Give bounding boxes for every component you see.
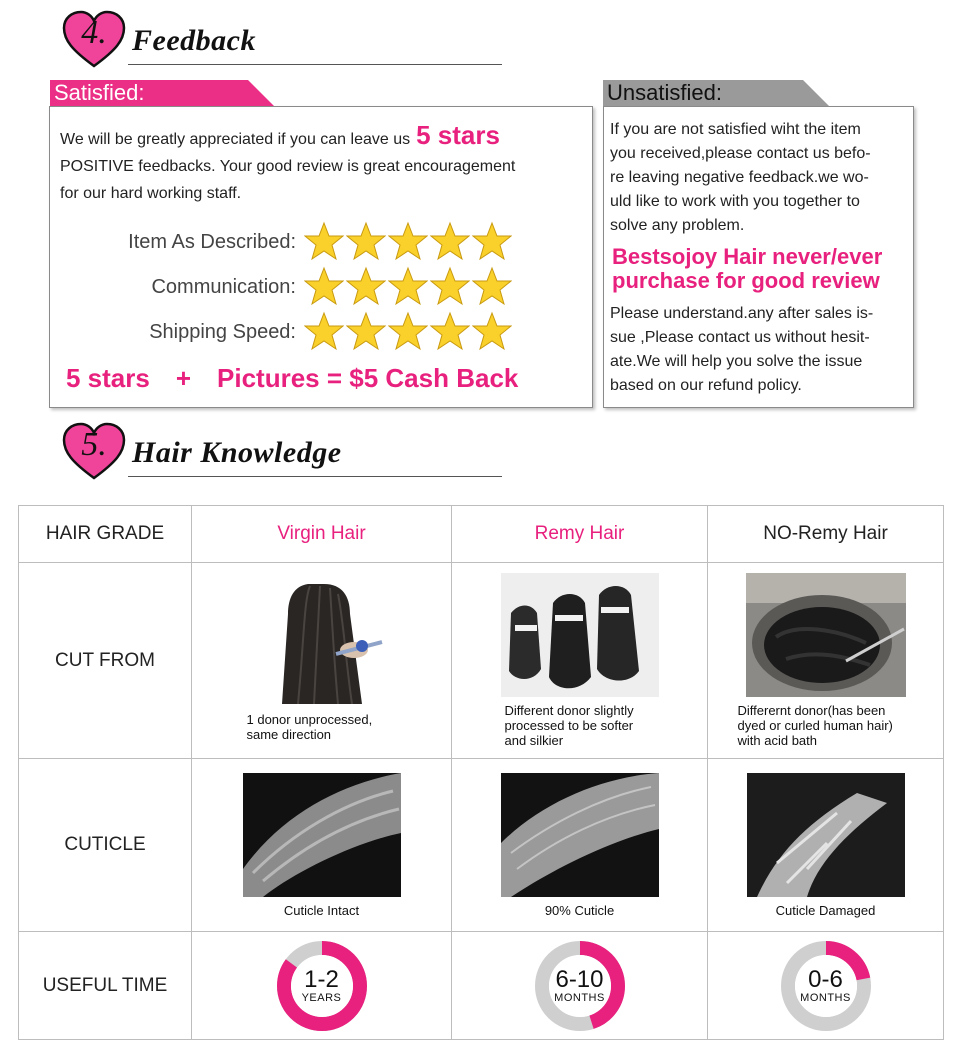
bestsojoy-line: purchase for good review xyxy=(612,268,880,293)
star-icon xyxy=(304,311,344,351)
section-rule xyxy=(128,64,502,65)
remy-hair-photo xyxy=(501,573,659,697)
useful-time-unit: MONTHS xyxy=(554,991,605,1004)
satisfied-text xyxy=(60,122,590,207)
useful-time-value: 1-2 xyxy=(304,965,339,993)
useful-time-value: 6-10 xyxy=(555,965,604,993)
section-title: Feedback xyxy=(132,24,256,57)
caption-line: with acid bath xyxy=(737,733,817,748)
section-number: 5. xyxy=(81,426,107,463)
bestsojoy-statement xyxy=(612,245,912,293)
cashback-stars: 5 stars xyxy=(66,363,150,393)
row-header-cuticle: CUTICLE xyxy=(19,759,192,932)
cashback-plus: + xyxy=(175,363,192,393)
bestsojoy-line: Bestsojoy Hair never/ever xyxy=(612,244,883,269)
row-header-cut: CUT FROM xyxy=(19,563,192,759)
ring-label xyxy=(778,938,874,1034)
useful-time-unit: MONTHS xyxy=(800,991,851,1004)
caption-line: and silkier xyxy=(504,733,564,748)
ring-label xyxy=(532,938,628,1034)
caption-line: processed to be softer xyxy=(504,718,634,733)
satisfied-line2: POSITIVE feedbacks. Your good review is great encouragement xyxy=(60,158,516,175)
cuticle-virgin xyxy=(192,759,452,932)
cut-caption-no-remy xyxy=(738,703,914,748)
star-icon xyxy=(430,311,470,351)
cut-caption-remy xyxy=(505,703,655,748)
rating-label-shipping: Shipping Speed: xyxy=(149,321,296,343)
caption-line: same direction xyxy=(246,726,332,742)
useful-time-value: 0-6 xyxy=(808,965,843,993)
unsatisfied-tab xyxy=(603,80,829,106)
unsatisfied-line: re leaving negative feedback.we wo- xyxy=(610,169,869,186)
cashback-offer xyxy=(66,363,518,394)
star-icon xyxy=(346,221,386,261)
cut-remy xyxy=(452,563,708,759)
star-icon xyxy=(472,221,512,261)
satisfied-tab-label: Satisfied: xyxy=(54,80,145,105)
useful-time-unit: YEARS xyxy=(301,991,342,1004)
no-remy-hair-photo xyxy=(746,573,906,697)
cut-virgin xyxy=(192,563,452,759)
useful-time-gauge xyxy=(532,938,628,1034)
caption-line: Differernt donor(has been xyxy=(737,703,886,718)
rating-stars-item xyxy=(304,221,514,261)
unsatisfied-paragraph-1 xyxy=(610,118,910,238)
satisfied-tab xyxy=(50,80,274,106)
rating-stars-shipping xyxy=(304,311,514,351)
caption-line: dyed or curled human hair) xyxy=(737,718,893,733)
satisfied-line3: for our hard working staff. xyxy=(60,185,242,202)
table-row xyxy=(19,759,944,932)
star-icon xyxy=(304,221,344,261)
cuticle-no-remy xyxy=(708,759,944,932)
cut-caption-virgin xyxy=(247,712,397,742)
star-icon xyxy=(388,221,428,261)
section-feedback-header xyxy=(62,10,502,70)
caption-line: 1 donor unprocessed, xyxy=(246,711,373,727)
cut-no-remy xyxy=(708,563,944,759)
star-icon xyxy=(430,266,470,306)
unsatisfied-line: Please understand.any after sales is- xyxy=(610,305,874,322)
star-icon xyxy=(472,311,512,351)
cuticle-caption-remy: 90% Cuticle xyxy=(544,902,615,918)
rating-label-communication: Communication: xyxy=(151,276,296,298)
unsatisfied-line: ate.We will help you solve the issue xyxy=(610,353,863,370)
row-header-useful-time: USEFUL TIME xyxy=(19,932,192,1040)
useful-time-remy xyxy=(452,932,708,1040)
star-icon xyxy=(472,266,512,306)
star-icon xyxy=(304,266,344,306)
section-title: Hair Knowledge xyxy=(132,436,342,469)
star-icon xyxy=(430,221,470,261)
star-icon xyxy=(346,266,386,306)
section-number: 4. xyxy=(81,14,107,51)
virgin-hair-photo xyxy=(258,580,386,704)
useful-time-gauge xyxy=(274,938,370,1034)
star-icon xyxy=(388,311,428,351)
satisfied-intro: We will be greatly appreciated if you can leave us xyxy=(60,131,411,148)
rating-stars-communication xyxy=(304,266,514,306)
grade-no-remy: NO-Remy Hair xyxy=(708,506,944,563)
grade-virgin: Virgin Hair xyxy=(192,506,452,563)
useful-time-virgin xyxy=(192,932,452,1040)
useful-time-no-remy xyxy=(708,932,944,1040)
unsatisfied-paragraph-2 xyxy=(610,302,910,398)
unsatisfied-tab-label: Unsatisfied: xyxy=(607,80,722,105)
five-stars-highlight: 5 stars xyxy=(416,120,500,150)
cuticle-intact-photo xyxy=(243,773,401,897)
unsatisfied-line: you received,please contact us befo- xyxy=(610,145,871,162)
cuticle-caption-no-remy: Cuticle Damaged xyxy=(775,902,876,918)
unsatisfied-line: sue ,Please contact us without hesit- xyxy=(610,329,870,346)
hair-knowledge-table xyxy=(18,505,944,1040)
cashback-pictures: Pictures = $5 Cash Back xyxy=(217,363,519,393)
cuticle-caption-virgin: Cuticle Intact xyxy=(283,902,360,918)
useful-time-gauge xyxy=(778,938,874,1034)
unsatisfied-line: If you are not satisfied wiht the item xyxy=(610,121,861,138)
caption-line: Different donor slightly xyxy=(504,703,634,718)
star-icon xyxy=(346,311,386,351)
star-icon xyxy=(388,266,428,306)
unsatisfied-line: based on our refund policy. xyxy=(610,377,802,394)
row-header-grade: HAIR GRADE xyxy=(19,506,192,563)
table-row xyxy=(19,506,944,563)
unsatisfied-line: uld like to work with you together to xyxy=(610,193,860,210)
cuticle-90-photo xyxy=(501,773,659,897)
cuticle-remy xyxy=(452,759,708,932)
table-row xyxy=(19,932,944,1040)
ring-label xyxy=(274,938,370,1034)
grade-remy: Remy Hair xyxy=(452,506,708,563)
rating-label-item: Item As Described: xyxy=(128,231,296,253)
cuticle-damaged-photo xyxy=(747,773,905,897)
section-rule xyxy=(128,476,502,477)
section-hair-knowledge-header xyxy=(62,422,502,482)
table-row xyxy=(19,563,944,759)
unsatisfied-line: solve any problem. xyxy=(610,217,745,234)
